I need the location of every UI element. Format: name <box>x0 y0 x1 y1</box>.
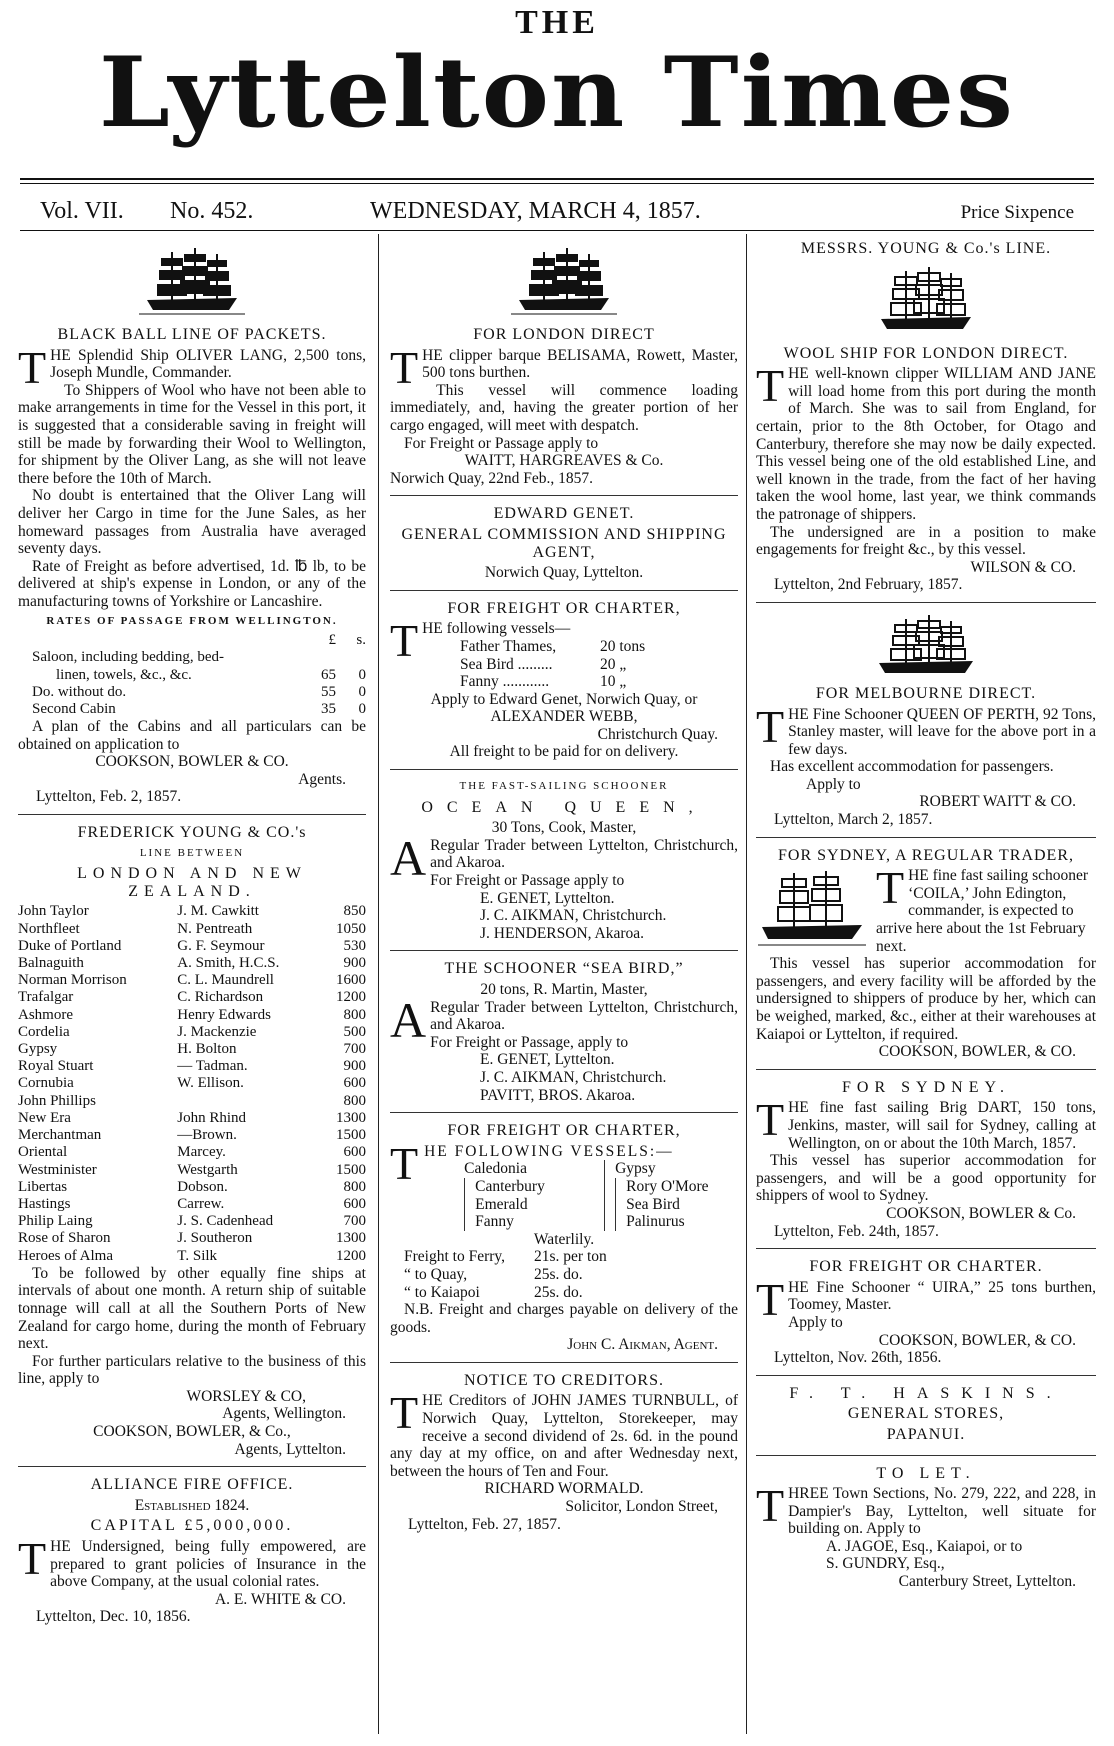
ship-tons: 530 <box>343 937 366 954</box>
table-row <box>18 1127 366 1144</box>
table-row <box>18 1196 366 1213</box>
ship-master: Henry Edwards <box>177 1006 272 1023</box>
list-item: Sea Bird <box>615 1196 766 1214</box>
drop-cap: T <box>756 1480 785 1532</box>
ad-sydney-dart <box>756 1070 1096 1249</box>
young-heading: MESSRS. YOUNG & Co.'s LINE. <box>800 240 1052 257</box>
creditors-text <box>390 1387 738 1480</box>
vessel-tons: 20 tons <box>600 637 646 655</box>
ad-edward-genet <box>390 496 738 590</box>
ship-illustration <box>137 242 247 322</box>
drop-cap: T <box>18 341 47 393</box>
ship-tons: 600 <box>343 1075 366 1092</box>
genet-sub: GENERAL COMMISSION AND SHIPPING AGENT, <box>401 525 727 561</box>
rate-pounds: 65 <box>321 666 336 683</box>
table-row <box>18 1230 366 1247</box>
melbourne-p2: Has excellent accommodation for passengers. <box>770 758 1054 776</box>
genet-heading: EDWARD GENET. <box>493 505 635 523</box>
freight1-vessel-list <box>390 638 738 691</box>
ship-name: Merchantman <box>18 1127 102 1144</box>
haskins-heading: F. T. HASKINS. <box>789 1384 1063 1402</box>
vessel-tons: 20 „ <box>600 655 627 673</box>
ship-master: C. Richardson <box>177 989 264 1006</box>
young-text <box>756 360 1096 523</box>
ship-illustration <box>756 867 868 953</box>
list-item <box>460 673 738 691</box>
ship-master: C. L. Maundrell <box>177 972 274 989</box>
haskins-address: PAPANUI. <box>886 1425 966 1443</box>
col-shillings: s. <box>356 632 366 649</box>
fyoung-sig2-role: Agents, Lyttelton. <box>234 1440 346 1458</box>
rates-heading: RATES OF PASSAGE FROM WELLINGTON. <box>46 614 338 627</box>
rate-pounds <box>314 649 336 666</box>
table-row <box>18 1024 366 1041</box>
issue-date: WEDNESDAY, MARCH 4, 1857. <box>370 198 701 224</box>
ocean-agent: E. GENET, Lyttelton. <box>480 889 615 907</box>
table-row <box>18 989 366 1006</box>
drop-cap: T <box>876 862 905 914</box>
col-pounds: £ <box>328 632 336 649</box>
column-2 <box>390 234 738 1541</box>
table-row <box>18 649 366 666</box>
sydney2-heading: FOR SYDNEY. <box>842 1078 1010 1096</box>
ship-master: John Rhind <box>177 1109 247 1126</box>
black-ball-intro <box>18 341 366 393</box>
drop-cap: A <box>390 991 427 1048</box>
table-row <box>18 1093 366 1110</box>
freight2-extra: Waterlily. <box>533 1230 595 1248</box>
ship-master: A. Smith, H.C.S. <box>177 955 280 972</box>
ship-master: Dobson. <box>177 1178 228 1195</box>
ship-name: Balnaguith <box>18 955 84 972</box>
ocean-agents <box>390 890 738 943</box>
ship-tons: 1300 <box>336 1230 366 1247</box>
ship-master: G. F. Seymour <box>177 937 265 954</box>
dateline <box>40 198 1074 230</box>
seabird-agents <box>390 1051 738 1104</box>
fyoung-p2: For further particulars relative to the business of this line, apply to <box>18 1352 366 1388</box>
list-item <box>404 1266 738 1284</box>
rate-shillings <box>336 649 366 666</box>
list-item: Palinurus <box>615 1213 766 1231</box>
ocean-agent: J. C. AIKMAN, Christchurch. <box>480 907 667 925</box>
tolet-agent: A. JAGOE, Esq., Kaiapoi, or to <box>826 1537 1023 1555</box>
seabird-agent: PAVITT, BROS. Akaroa. <box>480 1086 636 1104</box>
fyoung-sig1-role: Agents, Wellington. <box>222 1405 346 1423</box>
freight1-sig: ALEXANDER WEBB, <box>490 708 638 726</box>
seabird-heading: THE SCHOONER “SEA BIRD,” <box>444 960 684 978</box>
melbourne-sig: ROBERT WAITT & CO. <box>919 793 1076 811</box>
list-item: Canterbury <box>464 1178 615 1196</box>
list-item: Rory O'More <box>615 1178 766 1196</box>
issue-number: No. 452. <box>170 198 254 224</box>
ship-name: Norman Morrison <box>18 972 127 989</box>
vessel-tons: 10 „ <box>600 673 627 691</box>
black-ball-agent: COOKSON, BOWLER & CO. <box>95 753 289 771</box>
rate-label: Do. without do. <box>32 683 127 700</box>
masthead-rule-top <box>20 178 1094 180</box>
black-ball-dated: Lyttelton, Feb. 2, 1857. <box>36 788 182 806</box>
ship-illustration <box>871 611 981 681</box>
drop-cap: T <box>390 1387 419 1439</box>
ship-name: Gypsy <box>18 1041 58 1058</box>
seabird-p1-text: Regular Trader between Lyttelton, Christchurch, and Akaroa. <box>430 998 738 1034</box>
ship-name: Duke of Portland <box>18 937 122 954</box>
freight2-right-list <box>604 1160 755 1230</box>
drop-cap: T <box>756 360 785 412</box>
fyoung-sub: LINE BETWEEN <box>139 846 245 859</box>
ship-tons: 1050 <box>336 920 366 937</box>
ocean-p1-text: Regular Trader between Lyttelton, Christchurch, and Akaroa. <box>430 836 738 872</box>
table-row <box>18 1007 366 1024</box>
sydney1-sig: COOKSON, BOWLER, & CO. <box>878 1043 1076 1061</box>
rate-pounds: 55 <box>321 683 336 700</box>
sydney2-dated: Lyttelton, Feb. 24th, 1857. <box>774 1222 939 1240</box>
ship-name: Ashmore <box>18 1006 73 1023</box>
young-sig: WILSON & CO. <box>970 558 1076 576</box>
alliance-capital: CAPITAL £5,000,000. <box>90 1517 294 1535</box>
rate-shillings: 0 <box>358 666 366 683</box>
black-ball-p3: No doubt is entertained that the Oliver Lang will deliver her Cargo in time for the June Sales, as her homeward passages from Australia have averaged seventy days. <box>18 487 366 558</box>
tolet-text <box>756 1480 1096 1538</box>
sydney1-text-body: HE fine fast sailing schooner ‘COILA,’ John Edington, commander, is expected to arrive here about the 1st February next. <box>876 867 1089 955</box>
ship-name: John Taylor <box>18 903 89 920</box>
freight1-heading: FOR FREIGHT OR CHARTER, <box>447 599 681 617</box>
ship-tons: 600 <box>343 1144 366 1161</box>
ship-illustration <box>509 242 619 322</box>
ship-name: Heroes of Alma <box>18 1247 113 1264</box>
melbourne-heading: FOR MELBOURNE DIRECT. <box>815 684 1037 702</box>
ship-tons: 1300 <box>336 1109 366 1126</box>
ad-black-ball-line <box>18 234 366 815</box>
price: Price Sixpence <box>960 202 1074 223</box>
ship-master: — Tadman. <box>177 1058 248 1075</box>
freight2-left-list <box>464 1160 604 1230</box>
freight2-rates <box>390 1248 738 1301</box>
freight2-vessel-columns <box>424 1160 738 1230</box>
creditors-dated: Lyttelton, Feb. 27, 1857. <box>408 1515 561 1533</box>
drop-cap: T <box>390 341 419 393</box>
ship-tons: 1200 <box>336 989 366 1006</box>
london-intro-text: HE clipper barque BELISAMA, Rowett, Master, 500 tons burthen. <box>422 346 738 382</box>
ship-tons: 1500 <box>336 1161 366 1178</box>
young-text-body: HE well-known clipper WILLIAM AND JANE will load home from this port during the month of March. She was to sail from England, for certain, prior to the 8th October, for Otago and Canterbury, therefore she may now be daily expected. This vessel being one of the old established Line, and well known in the trade, from the fact of her having taken the wool home, last year, we think commands the patronage of shippers. <box>756 365 1096 523</box>
drop-cap: T <box>390 615 419 667</box>
freight1-p3: All freight to be paid for on delivery. <box>449 743 679 761</box>
creditors-heading: NOTICE TO CREDITORS. <box>463 1371 664 1389</box>
ship-master: W. Ellison. <box>177 1075 244 1092</box>
alliance-text <box>18 1533 366 1591</box>
rates-table <box>18 632 366 718</box>
table-row <box>18 1248 366 1265</box>
ocean-small: THE FAST-SAILING SCHOONER <box>459 780 669 793</box>
uira-dated: Lyttelton, Nov. 26th, 1856. <box>774 1349 942 1367</box>
alliance-dated: Lyttelton, Dec. 10, 1856. <box>36 1608 191 1626</box>
uira-text-body: HE Fine Schooner “ UIRA,” 25 tons burthen, Toomey, Master. <box>788 1278 1096 1314</box>
table-row <box>18 903 366 920</box>
rate-label: “ to Kaiapoi <box>404 1283 480 1301</box>
dateline-rule <box>20 230 1094 231</box>
list-item: Caledonia <box>464 1160 527 1178</box>
black-ball-intro-text: HE Splendid Ship OLIVER LANG, 2,500 tons, Joseph Mundle, Commander. <box>50 346 366 382</box>
list-item <box>460 638 738 656</box>
masthead <box>0 0 1114 190</box>
ship-tons: 850 <box>343 903 366 920</box>
ship-master: H. Bolton <box>177 1041 237 1058</box>
melbourne-dated: Lyttelton, March 2, 1857. <box>774 811 933 829</box>
london-p3: For Freight or Passage apply to <box>404 434 599 452</box>
masthead-title: Lyttelton Times <box>99 36 1015 149</box>
ocean-sub: 30 Tons, Cook, Master, <box>491 819 637 837</box>
vessel-name: Fanny ............ <box>460 673 550 691</box>
young-heading2: WOOL SHIP FOR LONDON DIRECT. <box>783 344 1069 362</box>
rate-label: Freight to Ferry, <box>404 1248 506 1266</box>
rate-value: 25s. do. <box>534 1283 583 1301</box>
creditors-sig: RICHARD WORMALD. <box>484 1480 644 1498</box>
list-item: Emerald <box>464 1196 615 1214</box>
ship-tons: 900 <box>343 955 366 972</box>
table-row <box>18 938 366 955</box>
ad-alliance-fire-office <box>18 1467 366 1634</box>
ship-name: Oriental <box>18 1144 68 1161</box>
table-row <box>18 1041 366 1058</box>
drop-cap: A <box>390 829 427 886</box>
tolet-address: Canterbury Street, Lyttelton. <box>898 1573 1076 1591</box>
melbourne-text-body: HE Fine Schooner QUEEN OF PERTH, 92 Tons, Stanley master, will leave for the above port in a few days. <box>788 705 1096 758</box>
london-heading: FOR LONDON DIRECT <box>473 326 655 343</box>
table-row <box>18 955 366 972</box>
table-row <box>18 972 366 989</box>
uira-sig: COOKSON, BOWLER, & CO. <box>878 1331 1076 1349</box>
young-dated: Lyttelton, 2nd February, 1857. <box>774 576 963 594</box>
ship-tons: 800 <box>343 1092 366 1109</box>
rates-header-row <box>18 632 366 649</box>
creditors-text-body: HE Creditors of JOHN JAMES TURNBULL, of Norwich Quay, Lyttelton, Storekeeper, may receive a second dividend of 2s. 6d. in the pound any day at my office, on and after Wednesday next, between the hours of Ten and Four. <box>390 1392 738 1480</box>
ship-illustration <box>871 261 981 341</box>
rate-pounds: 35 <box>321 700 336 717</box>
tolet-agent: S. GUNDRY, Esq., <box>826 1555 945 1573</box>
drop-cap: T <box>756 700 785 752</box>
tolet-text-body: HREE Town Sections, No. 279, 222, and 228, in Dampier's Bay, Lyttelton, well situate for building on. Apply to <box>788 1485 1096 1538</box>
creditors-sig-role: Solicitor, London Street, <box>565 1498 718 1516</box>
melbourne-p3: Apply to <box>806 775 861 793</box>
ad-uira <box>756 1249 1096 1376</box>
ship-master: J. Mackenzie <box>177 1023 257 1040</box>
drop-cap: T <box>756 1273 785 1325</box>
seabird-p2: For Freight or Passage, apply to <box>430 1033 629 1051</box>
ocean-agent: J. HENDERSON, Akaroa. <box>480 924 645 942</box>
ad-sea-bird <box>390 951 738 1113</box>
masthead-the: THE <box>515 4 599 41</box>
table-row <box>18 1213 366 1230</box>
ship-tons: 700 <box>343 1041 366 1058</box>
black-ball-heading: BLACK BALL LINE OF PACKETS. <box>57 326 327 343</box>
seabird-sub: 20 tons, R. Martin, Master, <box>480 981 648 998</box>
list-item <box>460 656 738 674</box>
drop-cap: T <box>18 1533 47 1585</box>
alliance-text-body: HE Undersigned, being fully empowered, are prepared to grant policies of Insurance in the above Company, at the usual colonial rates. <box>50 1538 366 1591</box>
fyoung-p1: To be followed by other equally fine ships at intervals of about one month. A return ship of suitable tonnage will call at all the Southern Ports of New Zealand for cargo home, during the month of February next. <box>18 1264 366 1353</box>
ship-tons: 600 <box>343 1195 366 1212</box>
ship-name: Royal Stuart <box>18 1058 94 1075</box>
haskins-sub: GENERAL STORES, <box>847 1405 1005 1423</box>
rate-shillings: 0 <box>358 700 366 717</box>
ad-young-line <box>756 234 1096 603</box>
ship-name: Northfleet <box>18 920 80 937</box>
fyoung-heading: FREDERICK YOUNG & CO.'s <box>77 824 307 842</box>
ship-tons: 800 <box>343 1178 366 1195</box>
ship-tons: 700 <box>343 1213 366 1230</box>
sydney2-text-body: HE fine fast sailing Brig DART, 150 tons, Jenkins, master, will sail for Sydney, calling at Wellington, on or about the 10th March, 1857. <box>788 1099 1096 1152</box>
ship-name: Libertas <box>18 1178 68 1195</box>
rate-label: linen, towels, &c., &c. <box>56 666 192 683</box>
fyoung-ship-table <box>18 903 366 1264</box>
ship-master <box>171 1093 323 1110</box>
table-row <box>18 1075 366 1092</box>
london-p2: This vessel will commence loading immediately, and, having the greater portion of her cargo engaged, will meet with despatch. <box>390 381 738 434</box>
black-ball-p5: A plan of the Cabins and all particulars can be obtained on application to <box>18 718 366 753</box>
column-divider-2 <box>746 234 747 1734</box>
ship-tons: 1600 <box>336 972 366 989</box>
fyoung-sig1: WORSLEY & CO, <box>186 1387 306 1405</box>
ad-frederick-young <box>18 815 366 1467</box>
table-row <box>18 684 366 701</box>
ship-tons: 1200 <box>336 1247 366 1264</box>
column-3 <box>756 234 1096 1599</box>
drop-cap: T <box>756 1094 785 1146</box>
ship-name: John Phillips <box>18 1092 96 1109</box>
rate-label: Saloon, including bedding, bed- <box>32 649 225 666</box>
fyoung-sig2: COOKSON, BOWLER, & Co., <box>93 1423 291 1441</box>
ship-name: Cornubia <box>18 1075 74 1092</box>
freight2-heading: FOR FREIGHT OR CHARTER, <box>447 1122 681 1140</box>
list-item <box>404 1284 738 1302</box>
ship-master: T. Silk <box>177 1247 218 1264</box>
table-row <box>18 1110 366 1127</box>
uira-heading: FOR FREIGHT OR CHARTER. <box>809 1258 1043 1276</box>
ship-tons: 900 <box>343 1058 366 1075</box>
ocean-p2: For Freight or Passage apply to <box>430 872 625 890</box>
black-ball-agent-role: Agents. <box>298 770 346 788</box>
uira-p2: Apply to <box>788 1313 843 1331</box>
alliance-heading: ALLIANCE FIRE OFFICE. <box>90 1476 294 1494</box>
ad-ocean-queen <box>390 770 738 951</box>
vessel-name: Sea Bird ......... <box>460 655 553 673</box>
seabird-agent: E. GENET, Lyttelton. <box>480 1051 615 1069</box>
ship-master: J. Southeron <box>177 1230 253 1247</box>
ad-freight-charter-2 <box>390 1113 738 1363</box>
london-sig: WAITT, HARGREAVES & Co. <box>464 452 664 470</box>
list-item: Gypsy <box>615 1160 656 1178</box>
ship-master: Westgarth <box>177 1161 238 1178</box>
black-ball-p2: To Shippers of Wool who have not been able to make arrangements in time for the Vessel in this port, it is suggested that a considerable saving in freight will still be made by forwarding their Wool to Wellington, for shipment by the Oliver Lang, as she will not leave there before the 10th of March. <box>18 381 366 487</box>
rate-label: Second Cabin <box>32 700 116 717</box>
ship-master: J. M. Cawkitt <box>177 903 259 920</box>
vessel-name: Father Thames, <box>460 637 557 655</box>
sydney1-heading: FOR SYDNEY, A REGULAR TRADER, <box>777 846 1074 864</box>
ship-master: J. S. Cadenhead <box>177 1213 274 1230</box>
ocean-heading: OCEAN QUEEN, <box>421 798 707 816</box>
black-ball-p4: Rate of Freight as before advertised, 1d. ℔ lb, to be delivered at ship's expense in London, or any of the manufacturing towns of Yorkshire or Lancashire. <box>18 557 366 610</box>
ship-name: Philip Laing <box>18 1213 93 1230</box>
list-item <box>404 1248 738 1266</box>
table-row <box>18 1179 366 1196</box>
table-row <box>18 701 366 718</box>
list-item: Fanny <box>464 1213 615 1231</box>
freight1-intro-text: HE following vessels— <box>422 620 571 638</box>
rate-shillings: 0 <box>358 683 366 700</box>
alliance-sig: A. E. WHITE & CO. <box>214 1590 346 1608</box>
table-row <box>18 1058 366 1075</box>
genet-address: Norwich Quay, Lyttelton. <box>484 564 644 582</box>
london-dated: Norwich Quay, 22nd Feb., 1857. <box>390 469 594 487</box>
rate-value: 25s. do. <box>534 1265 583 1283</box>
ad-freight-charter-1 <box>390 591 738 770</box>
table-row <box>18 1162 366 1179</box>
alliance-established: Established 1824. <box>134 1496 250 1514</box>
table-row <box>18 1144 366 1161</box>
table-row <box>18 667 366 684</box>
ad-notice-creditors <box>390 1363 738 1541</box>
london-intro <box>390 341 738 393</box>
rate-value: 21s. per ton <box>534 1248 607 1266</box>
tolet-heading: TO LET. <box>876 1464 976 1482</box>
rate-label: “ to Quay, <box>404 1265 468 1283</box>
ship-master: N. Pentreath <box>177 920 253 937</box>
freight1-sig-addr: Christchurch Quay. <box>597 725 718 743</box>
ship-name: Trafalgar <box>18 989 74 1006</box>
freight2-intro-text: HE FOLLOWING VESSELS:— <box>424 1142 674 1160</box>
sydney2-p2: This vessel has superior accommodation for passengers, and will be a good opportunity for shippers of wool to Sydney. <box>756 1152 1096 1205</box>
ship-master: —Brown. <box>177 1127 237 1144</box>
freight2-p2: N.B. Freight and charges payable on delivery of the goods. <box>390 1301 738 1336</box>
drop-cap: T <box>390 1137 421 1189</box>
seabird-agent: J. C. AIKMAN, Christchurch. <box>480 1068 667 1086</box>
ad-london-direct <box>390 234 738 496</box>
young-p2: The undersigned are in a position to make engagements for freight &c., by this vessel. <box>756 523 1096 559</box>
ship-name: Hastings <box>18 1195 71 1212</box>
ship-tons: 800 <box>343 1006 366 1023</box>
ship-name: Cordelia <box>18 1023 70 1040</box>
ad-haskins <box>756 1376 1096 1456</box>
sydney1-p2: This vessel has superior accommodation for passengers, and every facility will be afforded by the undersigned to shippers of produce by her, which can be weighed, marked, &c., either at their warehouses at Kaiapoi or Lyttelton, if required. <box>756 955 1096 1043</box>
sydney2-sig: COOKSON, BOWLER & Co. <box>886 1204 1076 1222</box>
freight1-p2: Apply to Edward Genet, Norwich Quay, or <box>430 690 698 708</box>
freight2-sig: John C. Aikman, Agent. <box>567 1336 718 1354</box>
melbourne-text <box>756 700 1096 759</box>
sydney2-text <box>756 1094 1096 1152</box>
fyoung-heading2: LONDON AND NEW ZEALAND. <box>77 865 307 900</box>
ship-name: New Era <box>18 1109 71 1126</box>
ad-sydney-trader <box>756 838 1096 1070</box>
ad-to-let <box>756 1456 1096 1599</box>
ship-master: Marcey. <box>177 1144 226 1161</box>
ship-tons: 500 <box>343 1023 366 1040</box>
ad-melbourne-direct <box>756 603 1096 838</box>
ship-name: Rose of Sharon <box>18 1230 111 1247</box>
table-row <box>18 921 366 938</box>
ship-name: Westminister <box>18 1161 97 1178</box>
ship-master: Carrew. <box>177 1195 225 1212</box>
column-1 <box>18 234 366 1634</box>
volume: Vol. VII. <box>40 198 124 224</box>
masthead-rule-inner <box>20 183 1094 184</box>
column-divider-1 <box>378 234 379 1734</box>
ship-tons: 1500 <box>336 1127 366 1144</box>
